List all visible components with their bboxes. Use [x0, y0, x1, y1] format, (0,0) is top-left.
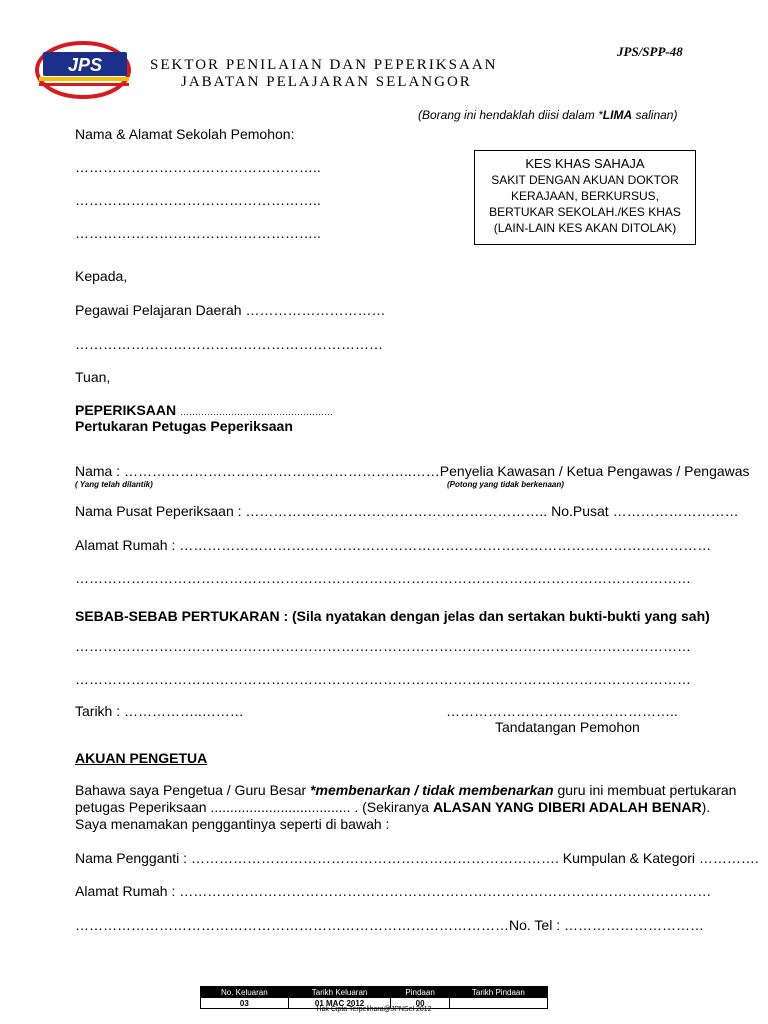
ppd-field[interactable]: Pegawai Pelajaran Daerah ………………………… — [75, 302, 386, 318]
revision-header: Pindaan — [391, 987, 449, 998]
school-line-2[interactable]: …………………………………………….. — [75, 192, 321, 208]
header-title-line1: SEKTOR PENILAIAN DAN PEPERIKSAAN — [150, 57, 498, 73]
school-line-1[interactable]: …………………………………………….. — [75, 159, 321, 175]
jps-logo — [33, 34, 133, 104]
school-label: Nama & Alamat Sekolah Pemohon: — [75, 126, 295, 142]
name-field[interactable]: Nama : ……………………………………………………..……Penyelia Kawasan / Ketua Pengawas / Pengawas — [75, 463, 750, 479]
copyright-note: Hak Cipta Terpelihara@JPNSel 2012 — [316, 1006, 432, 1013]
copies-note: (Borang ini hendaklah diisi dalam *LIMA salinan) — [418, 108, 678, 122]
revision-header: Tarikh Pindaan — [449, 987, 547, 998]
reasons-heading: SEBAB-SEBAB PERTUKARAN : (Sila nyatakan dengan jelas dan sertakan bukti-bukti yang sah) — [75, 608, 710, 624]
principal-para-line3: Saya menamakan penggantinya seperti di bawah : — [75, 816, 390, 832]
revision-value: 03 — [201, 998, 289, 1009]
replacement-address-field[interactable]: Alamat Rumah : …………………………………………………………………………………………………… — [75, 883, 712, 899]
principal-para-line2: petugas Peperiksaan .................................... . (Sekiranya ALASAN YANG DIBERI ADALAH BENAR). — [75, 799, 711, 815]
replacement-name-field[interactable]: Nama Pengganti : ……………………………………………………………………. Kumpulan & Kategori …………. — [75, 850, 759, 866]
home-address-field[interactable]: Alamat Rumah : …………………………………………………………………………………………………… — [75, 537, 712, 553]
replacement-tel-field[interactable]: …………………………………………………………………………………No. Tel : ………………………… — [75, 917, 704, 933]
revision-value: 00 — [391, 998, 449, 1009]
form-code: JPS/SPP-48 — [617, 44, 683, 59]
revision-header: Tarikh Keluaran — [288, 987, 391, 998]
special-case-box — [474, 150, 696, 245]
home-address-line2[interactable]: …………………………………………………………………………………………………………………… — [75, 570, 691, 586]
tuan-label: Tuan, — [75, 369, 111, 385]
header-title-line2: JABATAN PELAJARAN SELANGOR — [181, 74, 472, 90]
special-case-line3: BERTUKAR SEKOLAH./KES KHAS — [489, 205, 681, 219]
subject-exam[interactable]: PEPERIKSAAN …………………………………………… — [75, 402, 334, 418]
svg-text:JPS: JPS — [67, 55, 103, 75]
applicant-signature-line[interactable]: ………………………………………….. — [446, 703, 678, 719]
strike-hint: (Potong yang tidak berkenaan) — [447, 480, 564, 489]
school-line-3[interactable]: …………………………………………….. — [75, 225, 321, 241]
revision-header: No. Keluaran — [201, 987, 289, 998]
special-case-title: KES KHAS SAHAJA — [525, 156, 645, 171]
date-field[interactable]: Tarikh : ……………..……… — [75, 703, 244, 719]
subject-title: Pertukaran Petugas Peperiksaan — [75, 418, 293, 434]
exam-centre-field[interactable]: Nama Pusat Peperiksaan : ……………………………………………………….. No.Pusat ……………………… — [75, 503, 739, 519]
special-case-line2: KERAJAAN, BERKURSUS, — [510, 189, 660, 203]
name-hint: ( Yang telah dilantik) — [75, 480, 153, 489]
reasons-line-2[interactable]: …………………………………………………………………………………………………………………… — [75, 671, 691, 687]
ppd-field-line2[interactable]: ………………………………………………………… — [75, 336, 383, 352]
reasons-line-1[interactable]: …………………………………………………………………………………………………………………… — [75, 638, 691, 654]
principal-para-line1: Bahawa saya Pengetua / Guru Besar *membenarkan / tidak membenarkan guru ini membuat pertukaran — [75, 782, 737, 798]
revision-value: 01 MAC 2012 — [288, 998, 391, 1009]
applicant-signature-label: Tandatangan Pemohon — [495, 719, 640, 735]
principal-heading: AKUAN PENGETUA — [75, 750, 208, 766]
kepada-label: Kepada, — [75, 268, 128, 284]
special-case-line1: SAKIT DENGAN AKUAN DOKTOR — [491, 173, 679, 187]
special-case-line4: (LAIN-LAIN KES AKAN DITOLAK) — [493, 221, 677, 235]
